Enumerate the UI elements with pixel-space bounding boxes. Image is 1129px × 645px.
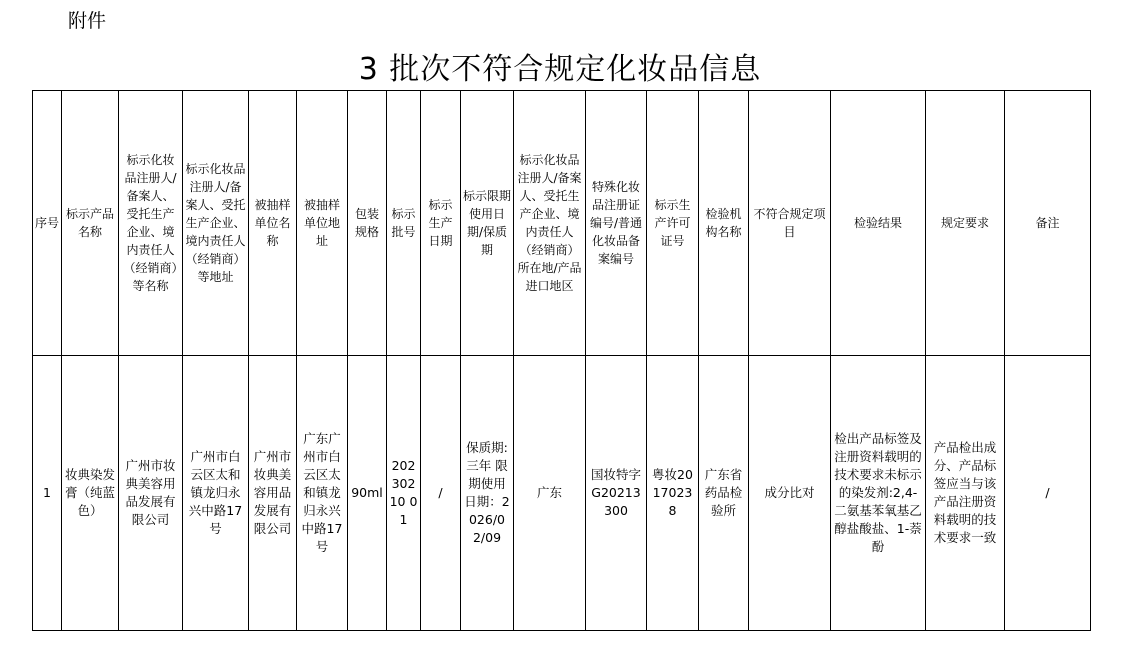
header-cell: 被抽样单位名称 <box>249 91 297 356</box>
header-cell: 检验结果 <box>831 91 926 356</box>
table-cell: 检出产品标签及注册资料载明的技术要求未标示的染发剂:2,4-二氨基苯氧基乙醇盐酸盐、1-萘酚 <box>831 356 926 631</box>
header-cell: 标示化妆品注册人/备案人、受托生产企业、境内责任人（经销商）等名称 <box>119 91 183 356</box>
table-cell: 妆典染发膏（纯蓝色） <box>62 356 119 631</box>
table-cell: 90ml <box>348 356 387 631</box>
table-cell: 广东省药品检验所 <box>699 356 749 631</box>
page-title: 3 批次不符合规定化妆品信息 <box>358 52 762 87</box>
table-cell: 保质期:三年 限期使用日期：2026/02/09 <box>461 356 514 631</box>
table-cell: 广州市白云区太和镇龙归永兴中路17号 <box>183 356 249 631</box>
table-cell: 国妆特字G20213300 <box>586 356 647 631</box>
header-cell: 特殊化妆品注册证编号/普通化妆品备案编号 <box>586 91 647 356</box>
header-cell: 标示化妆品注册人/备案人、受托生产企业、境内责任人（经销商）等地址 <box>183 91 249 356</box>
header-cell: 标示生产日期 <box>421 91 461 356</box>
table-cell: 成分比对 <box>749 356 831 631</box>
table-cell: / <box>421 356 461 631</box>
header-cell: 标示批号 <box>387 91 421 356</box>
table-cell: 产品检出成分、产品标签应当与该产品注册资料载明的技术要求一致 <box>926 356 1005 631</box>
header-cell: 包装规格 <box>348 91 387 356</box>
table-row <box>33 356 1091 631</box>
header-cell: 检验机构名称 <box>699 91 749 356</box>
attachment-label: 附件 <box>68 10 107 32</box>
header-cell: 标示生产许可证号 <box>647 91 699 356</box>
header-cell: 不符合规定项目 <box>749 91 831 356</box>
table-cell: 1 <box>33 356 62 631</box>
table-cell: 广东 <box>514 356 586 631</box>
table-cell: / <box>1005 356 1091 631</box>
table-cell: 广州市妆典美容用品发展有限公司 <box>119 356 183 631</box>
header-cell: 规定要求 <box>926 91 1005 356</box>
header-cell: 序号 <box>33 91 62 356</box>
header-cell: 标示限期使用日期/保质期 <box>461 91 514 356</box>
header-cell: 标示产品名称 <box>62 91 119 356</box>
header-cell: 标示化妆品注册人/备案人、受托生产企业、境内责任人（经销商）所在地/产品进口地区 <box>514 91 586 356</box>
table-cell: 广东广州市白云区太和镇龙归永兴中路17号 <box>297 356 348 631</box>
header-cell: 备注 <box>1005 91 1091 356</box>
table-cell: 20230210 01 <box>387 356 421 631</box>
cosmetics-info-table <box>32 90 1091 631</box>
table-cell: 广州市妆典美容用品发展有限公司 <box>249 356 297 631</box>
header-cell: 被抽样单位地址 <box>297 91 348 356</box>
table-cell: 粤妆20170238 <box>647 356 699 631</box>
table-header-row <box>33 91 1091 356</box>
